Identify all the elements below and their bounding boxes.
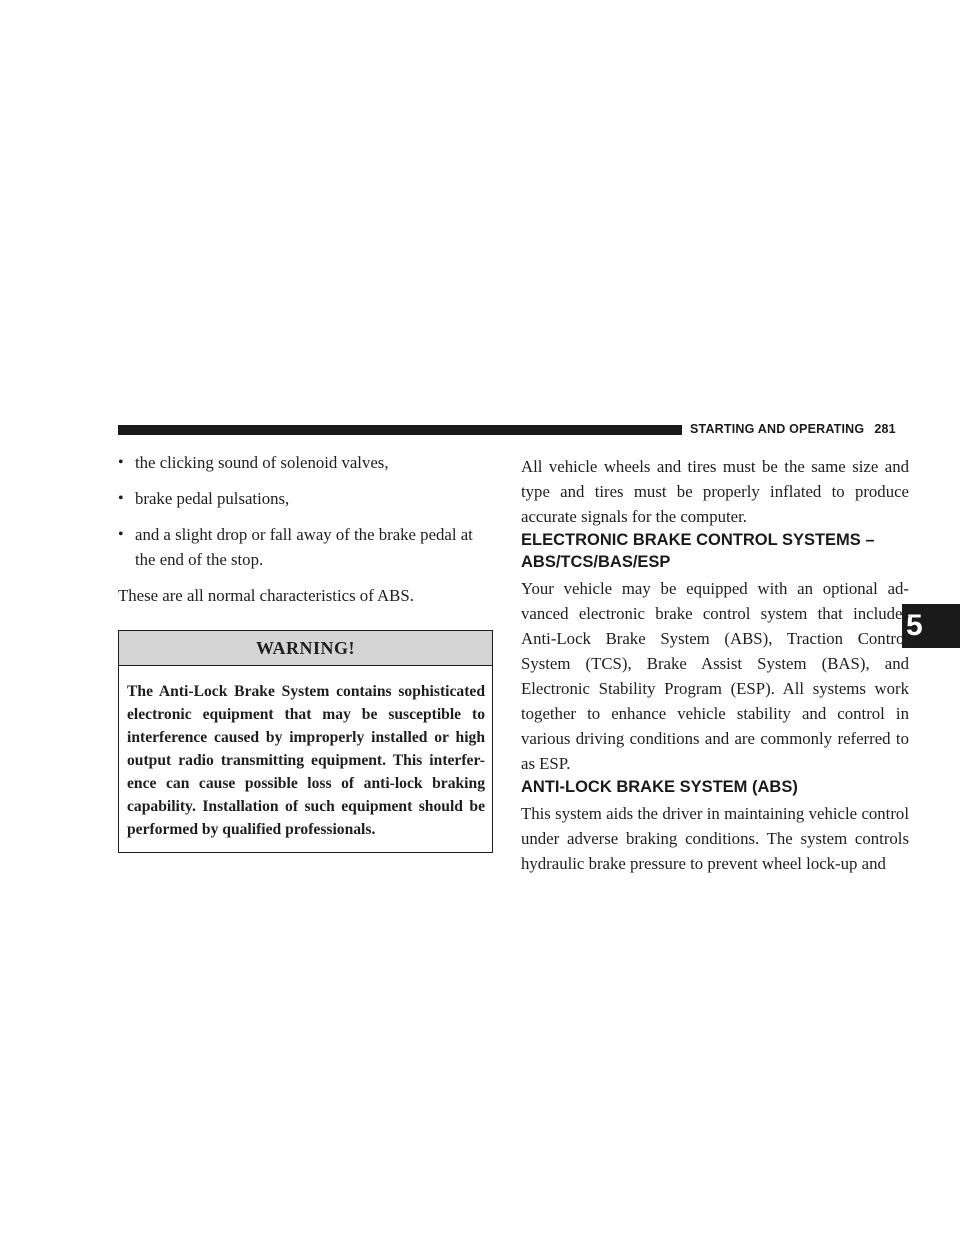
- warning-body: The Anti-Lock Brake System contains sophisticated electronic equipment that may be susceptible to interference caused by improperly installed or high output radio transmitting equipment. This interfer-ence can cause possible loss of anti-lock braking capability. Installation of such equipment should be performed by qualified professionals.: [127, 683, 485, 838]
- section-heading-ebc: ELECTRONIC BRAKE CONTROL SYSTEMS – ABS/TCS/BAS/ESP: [521, 531, 875, 571]
- chapter-tab: [902, 604, 960, 648]
- section-heading-abs: ANTI-LOCK BRAKE SYSTEM (ABS): [521, 778, 798, 796]
- section-body-abs: This system aids the driver in maintaining vehicle control under adverse braking conditions. The system controls hydraulic brake pressure to prevent wheel lock-up and: [521, 804, 909, 873]
- chapter-number: 5: [906, 609, 923, 642]
- list-item: • brake pedal pulsations,: [118, 486, 494, 511]
- page-number: 281: [874, 422, 896, 436]
- section-body-ebc: Your vehicle may be equipped with an optional ad-vanced electronic brake control system that includes Anti-Lock Brake System (ABS), Traction Control System (TCS), Brake Assist System (BAS), and Electronic Stability Program (ESP). All systems work together to enhance vehicle stability and control in various driving conditions and are commonly referred to as ESP.: [521, 579, 909, 773]
- warning-box: [118, 630, 493, 853]
- bullet-list: [118, 450, 494, 572]
- header-rule: [118, 425, 682, 435]
- section-title: STARTING AND OPERATING: [690, 422, 865, 436]
- intro-paragraph: All vehicle wheels and tires must be the same size and type and tires must be properly inflated to produce accurate signals for the computer.: [521, 457, 909, 526]
- bullet-icon: •: [118, 454, 124, 471]
- list-item: • the clicking sound of solenoid valves,: [118, 450, 494, 475]
- warning-title: WARNING!: [119, 631, 492, 666]
- list-item: • and a slight drop or fall away of the brake pedal at the end of the stop.: [118, 522, 494, 572]
- closing-text: These are all normal characteristics of ABS.: [118, 586, 414, 605]
- bullet-icon: •: [118, 490, 124, 507]
- bullet-icon: •: [118, 526, 124, 543]
- left-column: [118, 450, 494, 853]
- running-header: [690, 422, 896, 436]
- right-column: [521, 454, 909, 876]
